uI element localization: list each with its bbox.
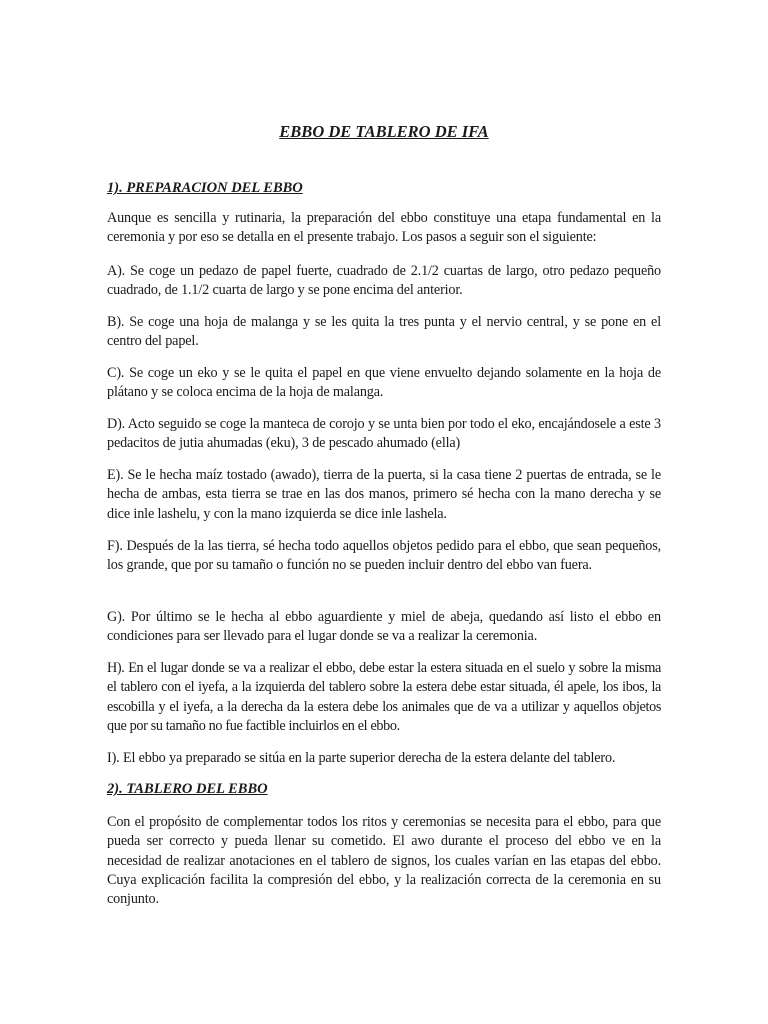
step-e: E). Se le hecha maíz tostado (awado), tierra de la puerta, si la casa tiene 2 puertas de entrada, se le hecha de ambas, esta tierra se trae en las dos manos, primero sé hecha con la mano derecha y se dice inle lashelu, y con la mano izquierda se dice inle lashela. [107,467,661,522]
document-title: EBBO DE TABLERO DE IFA [279,122,489,141]
section-2-body: Con el propósito de complementar todos los ritos y ceremonias se necesita para el ebbo, para que pueda ser correcto y pueda llenar su cometido. El awo durante el proceso del ebbo ve en la necesidad de realizar anotaciones en el tablero de signos, los cuales varían en las etapas del ebbo. Cuya explicación facilita la compresión del ebbo, y la realización correcta de la ceremonia en su conjunto. [107,814,661,908]
section-2-heading: 2). TABLERO DEL EBBO [107,781,268,797]
step-a: A). Se coge un pedazo de papel fuerte, cuadrado de 2.1/2 cuartas de largo, otro pedazo pequeño cuadrado, de 1.1/2 cuarta de largo y se pone encima del anterior. [107,263,661,299]
step-c: C). Se coge un eko y se le quita el papel en que viene envuelto dejando solamente en la hoja de plátano y se coloca encima de la hoja de malanga. [107,365,661,401]
step-b: B). Se coge una hoja de malanga y se les quita la tres punta y el nervio central, y se pone en el centro del papel. [107,314,661,350]
step-h: H). En el lugar donde se va a realizar el ebbo, debe estar la estera situada en el suelo y sobre la misma el tablero con el iyefa, a la izquierda del tablero sobre la estera debe estar situada, él apele, los ibos, la escobilla y el iyefa, a la derecha da la estera debe los animales que de va a utilizar y aquellos objetos que por su tamaño no fue factible incluirlos en el ebbo. [107,660,661,734]
step-d: D). Acto seguido se coge la manteca de corojo y se unta bien por todo el eko, encajándosele a este 3 pedacitos de jutia ahumadas (eku), 3 de pescado ahumado (ella) [107,416,661,452]
step-g: G). Por último se le hecha al ebbo aguardiente y miel de abeja, quedando así listo el ebbo en condiciones para ser llevado para el lugar donde se va a realizar la ceremonia. [107,609,661,645]
step-f: F). Después de la las tierra, sé hecha todo aquellos objetos pedido para el ebbo, que sean pequeños, los grande, que por su tamaño o función no se pueden incluir dentro del ebbo van fuera. [107,538,661,574]
step-i: I). El ebbo ya preparado se sitúa en la parte superior derecha de la estera delante del tablero. [107,750,616,766]
section-1-intro: Aunque es sencilla y rutinaria, la preparación del ebbo constituye una etapa fundamental en la ceremonia y por eso se detalla en el presente trabajo. Los pasos a seguir son el siguiente: [107,210,661,246]
section-1-heading: 1). PREPARACION DEL EBBO [107,180,303,196]
